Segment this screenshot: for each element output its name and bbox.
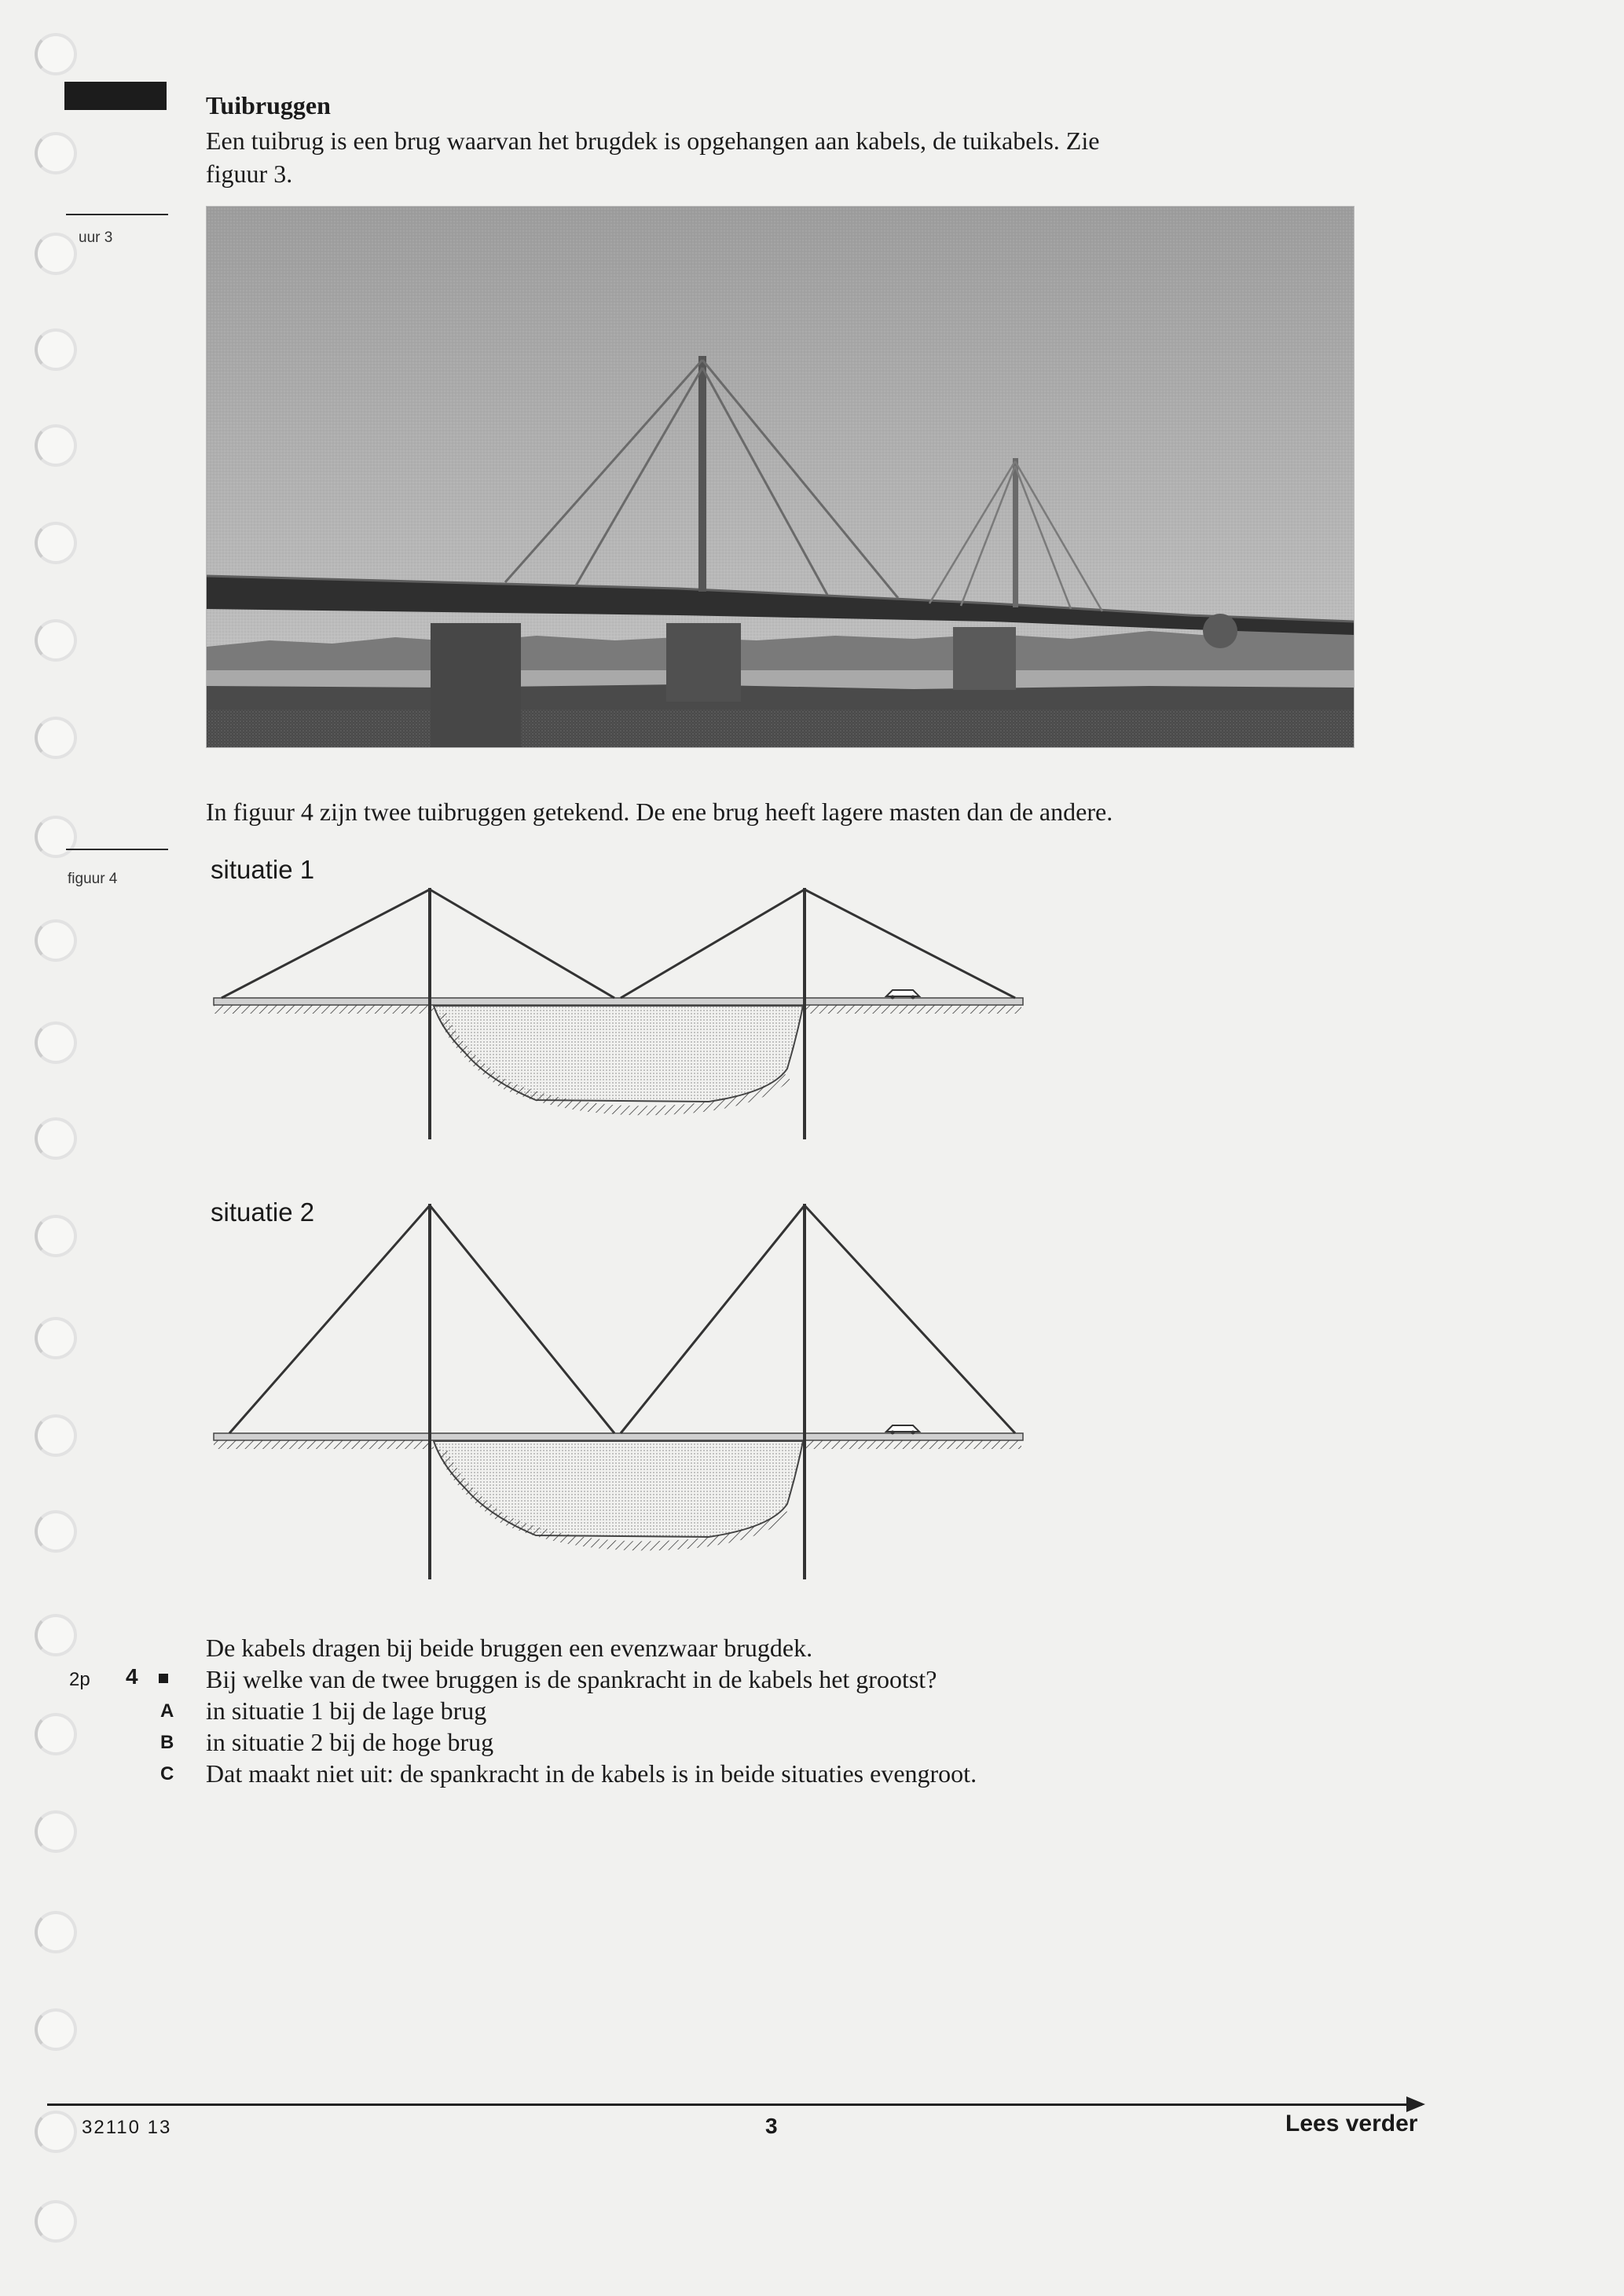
option-a-letter: A bbox=[160, 1700, 174, 1722]
binder-hole bbox=[35, 1215, 77, 1257]
situatie-2-label: situatie 2 bbox=[211, 1198, 315, 1227]
binder-hole bbox=[35, 2200, 77, 2243]
footer-arrow-icon bbox=[1406, 2096, 1425, 2112]
binder-hole bbox=[35, 1317, 77, 1359]
binder-hole bbox=[35, 619, 77, 662]
intro-line-1: Een tuibrug is een brug waarvan het brugdek is opgehangen aan kabels, de tuikabels. Zie bbox=[206, 127, 1100, 155]
question-points: 2p bbox=[69, 1669, 90, 1690]
binder-hole bbox=[35, 1614, 77, 1656]
binder-hole bbox=[35, 233, 77, 275]
binder-hole bbox=[35, 717, 77, 759]
option-b-letter: B bbox=[160, 1732, 174, 1753]
binder-hole bbox=[35, 132, 77, 174]
footer-rule bbox=[47, 2103, 1422, 2106]
binder-hole bbox=[35, 2008, 77, 2051]
figure-4-label: figuur 4 bbox=[68, 871, 118, 887]
question-statement: De kabels dragen bij beide bruggen een evenzwaar brugdek. bbox=[206, 1634, 813, 1662]
option-b-text[interactable]: in situatie 2 bij de hoge brug bbox=[206, 1728, 494, 1756]
footer-next: Lees verder bbox=[1285, 2111, 1418, 2136]
binder-hole bbox=[35, 1021, 77, 1064]
binder-hole bbox=[35, 2111, 77, 2153]
binder-hole bbox=[35, 522, 77, 564]
binder-hole bbox=[35, 328, 77, 371]
page-number: 3 bbox=[765, 2114, 778, 2138]
question-number: 4 bbox=[126, 1664, 138, 1689]
binder-hole bbox=[35, 424, 77, 467]
intro-line-2: figuur 3. bbox=[206, 160, 293, 188]
situatie-1-diagram bbox=[206, 880, 1031, 1151]
footer-code: 32110 13 bbox=[82, 2117, 172, 2138]
bridge-photo bbox=[206, 206, 1355, 748]
binder-hole bbox=[35, 1117, 77, 1160]
margin-rule bbox=[66, 849, 168, 850]
binder-hole bbox=[35, 1713, 77, 1755]
option-c-letter: C bbox=[160, 1763, 174, 1784]
section-marker bbox=[64, 82, 167, 110]
option-c-text[interactable]: Dat maakt niet uit: de spankracht in de kabels is in beide situaties evengroot. bbox=[206, 1759, 977, 1788]
binder-hole bbox=[35, 1810, 77, 1853]
situatie-1-label: situatie 1 bbox=[211, 855, 315, 884]
figure-4-intro: In figuur 4 zijn twee tuibruggen getekend. De ene brug heeft lagere masten dan de andere. bbox=[206, 798, 1113, 826]
section-title: Tuibruggen bbox=[206, 91, 331, 119]
binder-hole bbox=[35, 816, 77, 858]
situatie-2-diagram bbox=[206, 1194, 1031, 1586]
figure-3-label: uur 3 bbox=[79, 229, 113, 246]
binder-hole bbox=[35, 1911, 77, 1953]
binder-hole bbox=[35, 1510, 77, 1553]
binder-hole bbox=[35, 33, 77, 75]
question-marker-icon bbox=[159, 1674, 168, 1683]
binder-hole bbox=[35, 1414, 77, 1457]
question-text: Bij welke van de twee bruggen is de spankracht in de kabels het grootst? bbox=[206, 1665, 937, 1693]
margin-rule bbox=[66, 214, 168, 215]
binder-hole bbox=[35, 919, 77, 962]
option-a-text[interactable]: in situatie 1 bij de lage brug bbox=[206, 1696, 487, 1725]
